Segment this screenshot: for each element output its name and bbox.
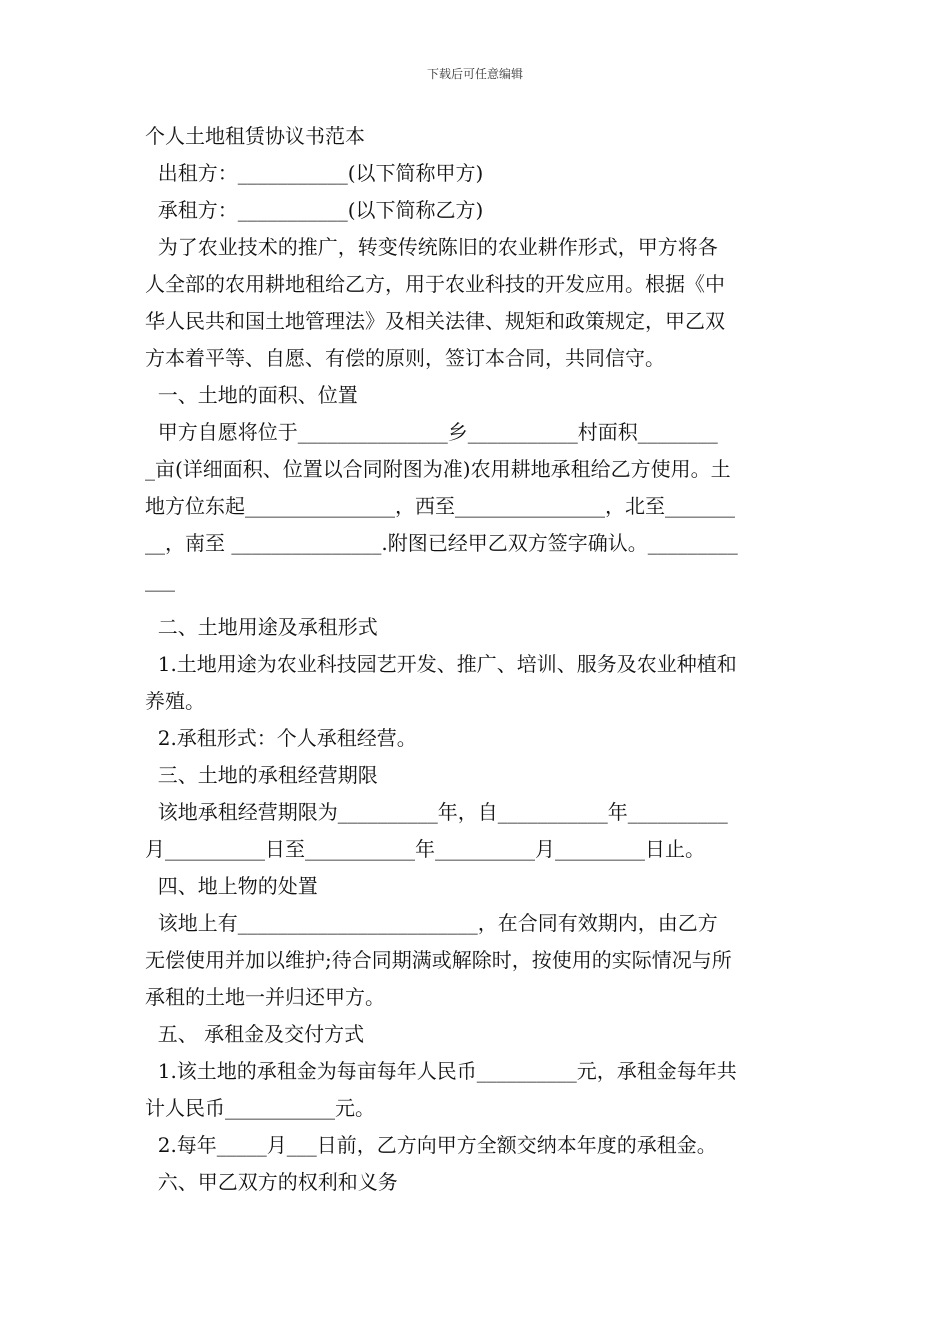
- document-title: 个人土地租赁协议书范本: [145, 124, 365, 148]
- section-1-heading: 一、土地的面积、位置: [145, 383, 358, 407]
- section-5-item-1-line-2: 计人民币___________元。: [145, 1096, 375, 1120]
- document-body: [145, 118, 810, 1201]
- section-1-line-1: 甲方自愿将位于_______________乡___________村面积________: [145, 420, 718, 444]
- section-6-heading: 六、甲乙双方的权利和义务: [145, 1170, 398, 1194]
- section-4-line-1: 该地上有________________________，在合同有效期内，由乙方: [145, 911, 718, 935]
- lessor-line: 出租方：___________(以下简称甲方): [145, 161, 484, 185]
- section-1-line-4: __，南至 _______________.附图已经甲乙双方签字确认。_________: [145, 531, 738, 555]
- section-2-item-2: 2.承租形式：个人承租经营。: [145, 726, 417, 750]
- section-5-item-1-line-1: 1.该土地的承租金为每亩每年人民币__________元，承租金每年共: [145, 1059, 737, 1083]
- section-4-line-2: 无偿使用并加以维护;待合同期满或解除时，按使用的实际情况与所: [145, 948, 732, 972]
- preamble-line-3: 华人民共和国土地管理法》及相关法律、规矩和政策规定，甲乙双: [145, 309, 725, 333]
- section-4-heading: 四、地上物的处置: [145, 874, 318, 898]
- section-3-heading: 三、土地的承租经营期限: [145, 763, 378, 787]
- section-1-line-3: 地方位东起_______________，西至_______________，北至_______: [145, 494, 735, 518]
- section-3-line-2: 月__________日至___________年__________月_________日止。: [145, 837, 705, 861]
- section-2-item-1-line-1: 1.土地用途为农业科技园艺开发、推广、培训、服务及农业种植和: [145, 652, 737, 676]
- section-2-heading: 二、土地用途及承租形式: [145, 615, 378, 639]
- section-5-item-2: 2.每年_____月___日前，乙方向甲方全额交纳本年度的承租金。: [145, 1133, 717, 1157]
- section-4-line-3: 承租的土地一并归还甲方。: [145, 985, 385, 1009]
- section-5-heading: 五、 承租金及交付方式: [145, 1022, 365, 1046]
- preamble-line-4: 方本着平等、自愿、有偿的原则，签订本合同，共同信守。: [145, 346, 665, 370]
- preamble-line-1: 为了农业技术的推广，转变传统陈旧的农业耕作形式，甲方将各: [145, 235, 718, 259]
- section-1-line-5: ___: [145, 568, 175, 592]
- page-header: 下载后可任意编辑: [426, 67, 523, 81]
- paragraph-gap: [145, 599, 810, 609]
- section-2-item-1-line-2: 养殖。: [145, 689, 205, 713]
- section-3-line-1: 该地承租经营期限为__________年，自___________年__________: [145, 800, 728, 824]
- preamble-line-2: 人全部的农用耕地租给乙方，用于农业科技的开发应用。根据《中: [145, 272, 725, 296]
- section-1-line-2: _亩(详细面积、位置以合同附图为准)农用耕地承租给乙方使用。土: [145, 457, 731, 481]
- lessee-line: 承租方：___________(以下简称乙方): [145, 198, 484, 222]
